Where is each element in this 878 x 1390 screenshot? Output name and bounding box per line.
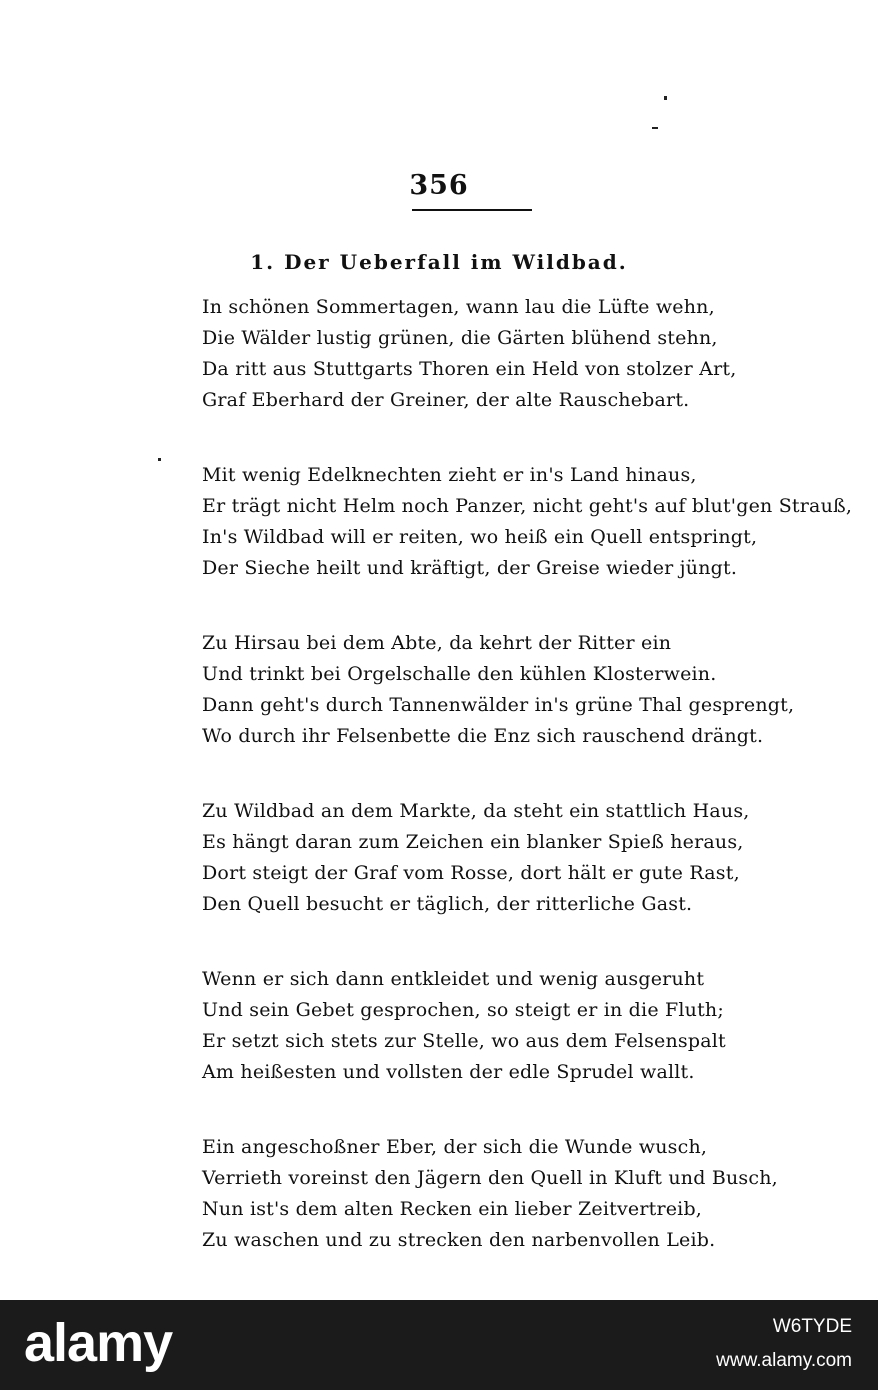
stanza (202, 460, 853, 584)
verse-line: Wo durch ihr Felsenbette die Enz sich rauschend drängt. (202, 725, 764, 747)
poem-body (202, 292, 853, 1300)
image-id: W6TYDE (772, 1316, 852, 1337)
verse-line: In schönen Sommertagen, wann lau die Lüfte wehn, (202, 296, 715, 318)
verse-line: Dort steigt der Graf vom Rosse, dort hält er gute Rast, (202, 862, 740, 884)
verse-line: Mit wenig Edelknechten zieht er in's Land hinaus, (202, 464, 697, 486)
ink-speck (158, 458, 161, 461)
verse-line: Er trägt nicht Helm noch Panzer, nicht geht's auf blut'gen Strauß, (202, 495, 853, 517)
header-rule (412, 209, 532, 211)
verse-line: Ein angeschoßner Eber, der sich die Wunde wusch, (202, 1136, 708, 1158)
verse-line: Verrieth voreinst den Jägern den Quell in Kluft und Busch, (202, 1167, 778, 1189)
verse-line: Graf Eberhard der Greiner, der alte Rauschebart. (202, 389, 690, 411)
verse-line: Am heißesten und vollsten der edle Sprudel wallt. (202, 1061, 695, 1083)
verse-line: Zu Hirsau bei dem Abte, da kehrt der Ritter ein (202, 632, 672, 654)
page-number: 356 (409, 170, 469, 201)
site-url[interactable]: www.alamy.com (716, 1350, 852, 1371)
verse-line: Da ritt aus Stuttgarts Thoren ein Held von stolzer Art, (202, 358, 737, 380)
verse-line: In's Wildbad will er reiten, wo heiß ein Quell entspringt, (202, 526, 758, 548)
stock-footer-bar (0, 1300, 878, 1390)
stanza (202, 964, 742, 1088)
verse-line: Die Wälder lustig grünen, die Gärten blühend stehn, (202, 327, 718, 349)
verse-line: Nun ist's dem alten Recken ein lieber Zeitvertreib, (202, 1198, 703, 1220)
ink-speck (652, 127, 658, 129)
stanza (202, 628, 795, 752)
verse-line: Zu waschen und zu strecken den narbenvollen Leib. (202, 1229, 716, 1251)
stanza (202, 292, 742, 416)
verse-line: Es hängt daran zum Zeichen ein blanker Spieß heraus, (202, 831, 744, 853)
verse-line: Dann geht's durch Tannenwälder in's grüne Thal gesprengt, (202, 694, 795, 716)
verse-line: Der Sieche heilt und kräftigt, der Greise wieder jüngt. (202, 557, 738, 579)
stanza (202, 1132, 778, 1256)
verse-line: Zu Wildbad an dem Markte, da steht ein stattlich Haus, (202, 800, 750, 822)
ink-speck (664, 96, 667, 100)
alamy-logo: alamy (24, 1313, 173, 1373)
stanza (202, 796, 750, 920)
verse-line: Und trinkt bei Orgelschalle den kühlen Klosterwein. (202, 663, 717, 685)
verse-line: Und sein Gebet gesprochen, so steigt er in die Fluth; (202, 999, 724, 1021)
verse-line: Den Quell besucht er täglich, der ritterliche Gast. (202, 893, 693, 915)
verse-line: Wenn er sich dann entkleidet und wenig ausgeruht (202, 968, 705, 990)
poem-title: 1. Der Ueberfall im Wildbad. (250, 250, 628, 274)
verse-line: Er setzt sich stets zur Stelle, wo aus dem Felsenspalt (202, 1030, 726, 1052)
